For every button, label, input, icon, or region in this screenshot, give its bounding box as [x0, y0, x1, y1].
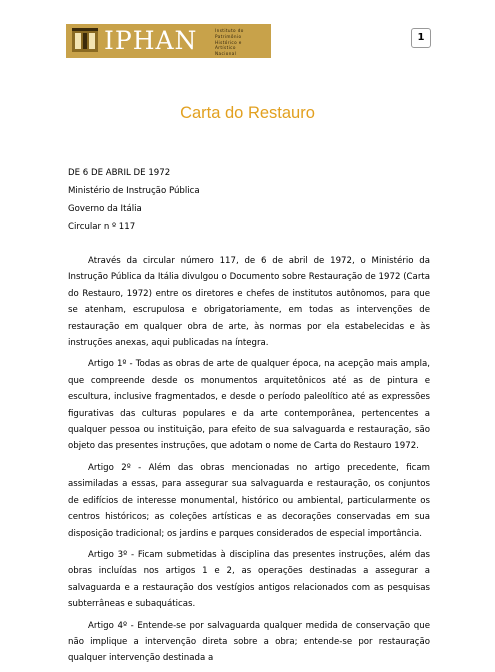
- paragraph-artigo-2: Artigo 2º - Além das obras mencionadas no artigo precedente, ficam assimiladas a essas, para assegurar sua salvaguarda e restauração, os conjuntos de edifícios de interesse monumental, histórico ou ambiental, particularmente os centros históricos; as coleções artísticas e as decorações conservadas em sua disposição tradicional; os jardins e parques considerados de especial importância.: [68, 462, 430, 539]
- iphan-emblem-icon: [70, 26, 100, 56]
- header-date: DE 6 DE ABRIL DE 1972: [68, 168, 171, 178]
- paragraph-artigo-1: Artigo 1º - Todas as obras de arte de qualquer época, na acepção mais ampla, que compreende desde os monumentos arquitetônicos até as de pintura e escultura, inclusive fragmentados, e desde o período paleolítico até as expressões figurativas das culturas populares e da arte contemporânea, pertencentes a qualquer pessoa ou instituição, para efeito de sua salvaguarda e restauração, são objeto das presentes instruções, que adotam o nome de Carta do Restauro 1972.: [68, 359, 430, 452]
- paragraph-intro: Através da circular número 117, de 6 de abril de 1972, o Ministério da Instrução Pública da Itália divulgou o Documento sobre Restauração de 1972 (Carta do Restauro, 1972) entre os diretores e chefes de institutos autônomos, para que se atenham, escrupulosa e obrigatoriamente, em todas as intervenções de restauração em qualquer obra de arte, às normas por ela estabelecidas e às instruções anexas, aqui publicadas na íntegra.: [68, 256, 430, 349]
- iphan-logo-subtext: Instituto do Patrimônio Histórico e Artístico Nacional: [215, 28, 244, 57]
- header-ministry: Ministério de Instrução Pública: [68, 186, 200, 196]
- header-circular: Circular n º 117: [68, 222, 136, 232]
- paragraph-artigo-4: Artigo 4º - Entende-se por salvaguarda qualquer medida de conservação que não implique a intervenção direta sobre a obra; entende-se por restauração qualquer intervenção destinada a: [68, 620, 430, 664]
- document-title: Carta do Restauro: [180, 104, 315, 122]
- document-body: [68, 253, 430, 672]
- page-number: 1: [411, 28, 431, 48]
- header-government: Governo da Itália: [68, 204, 142, 214]
- paragraph-artigo-3: Artigo 3º - Ficam submetidas à disciplina das presentes instruções, além das obras incluídas nos artigos 1 e 2, as operações destinadas a assegurar a salvaguarda e a restauração dos vestígios antigos relacionados com as pesquisas subterrâneas e subaquáticas.: [68, 549, 430, 610]
- iphan-logo-text: IPHAN: [104, 26, 198, 55]
